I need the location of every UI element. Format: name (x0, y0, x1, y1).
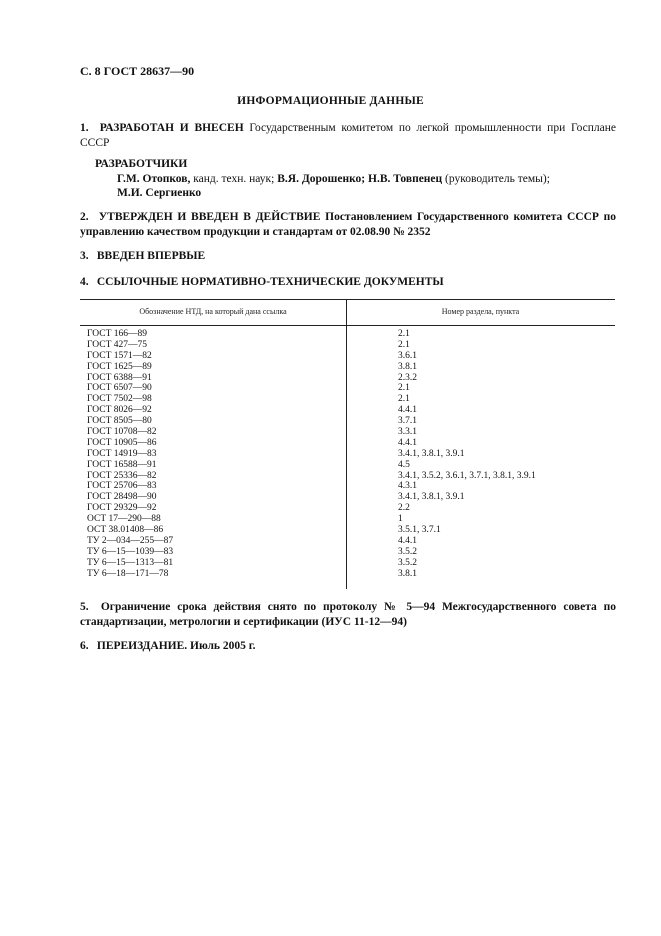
table-row-doc: ГОСТ 25706—83 (87, 481, 157, 492)
page-header: С. 8 ГОСТ 28637—90 (80, 64, 195, 78)
item-2-heading: УТВЕРЖДЕН И ВВЕДЕН В ДЕЙСТВИЕ (98, 211, 321, 223)
table-row-doc: ГОСТ 29329—92 (87, 503, 157, 514)
developer-1-name: Г.М. Отопков, (117, 173, 191, 185)
table-row-ref: 2.1 (398, 329, 410, 339)
item-4 (80, 275, 616, 290)
table-row-doc: ТУ 6—15—1039—83 (87, 546, 174, 557)
table-row-doc: ТУ 6—15—1313—81 (87, 557, 174, 568)
table-row-ref: 2.2 (398, 503, 410, 514)
table-column-divider (346, 299, 347, 589)
table-row-ref: 4.3.1 (398, 481, 417, 492)
table-row-ref: 3.5.1, 3.7.1 (398, 525, 441, 536)
table-row-ref: 3.8.1 (398, 568, 417, 579)
item-1-heading: РАЗРАБОТАН И ВНЕСЕН (99, 122, 244, 134)
table-row-ref: 2.1 (398, 394, 410, 405)
table-row-ref: 4.5 (398, 459, 410, 470)
table-row-doc: ГОСТ 25336—82 (87, 470, 157, 481)
table-doc-column (87, 329, 173, 579)
table-row-doc: ОСТ 17—290—88 (87, 514, 161, 525)
table-row-ref: 3.4.1, 3.5.2, 3.6.1, 3.7.1, 3.8.1, 3.9.1 (398, 470, 536, 481)
table-row-doc: ГОСТ 7502—98 (87, 394, 152, 405)
item-3-text: ВВЕДЕН ВПЕРВЫЕ (96, 250, 206, 262)
table-col2-header: Номер раздела, пункта (441, 307, 520, 316)
table-ref-column (398, 329, 536, 579)
developer-2-note: (руководитель темы); (442, 173, 550, 185)
table-row-doc: ГОСТ 10708—82 (87, 427, 157, 438)
table-header-border (80, 325, 615, 326)
table-row-doc: ТУ 2—034—255—87 (87, 535, 174, 546)
table-row-doc: ГОСТ 1571—82 (87, 350, 152, 361)
item-5-text: Ограничение срока действия снято по протоколу № 5—94 Межгосударственного совета по стандартизации, метрологии и сертификации (ИУС 11-12—94) (80, 601, 617, 628)
table-col1-header: Обозначение НТД, на который дана ссылка (139, 307, 287, 316)
developer-3-name: М.И. Сергиенко (117, 187, 202, 199)
table-row-doc: ГОСТ 166—89 (87, 329, 147, 339)
table-row-doc: ГОСТ 6388—91 (87, 372, 152, 383)
section-title: ИНФОРМАЦИОННЫЕ ДАННЫЕ (237, 95, 424, 107)
table-row-ref: 2.3.2 (398, 372, 417, 383)
item-4-number: 4. (80, 276, 89, 288)
table-row-doc: ГОСТ 1625—89 (87, 361, 152, 372)
table-row-ref: 3.5.2 (398, 546, 417, 557)
table-row-ref: 3.4.1, 3.8.1, 3.9.1 (398, 492, 465, 503)
table-row-ref: 3.7.1 (398, 416, 417, 427)
item-5-number: 5. (80, 601, 89, 613)
table-row-doc: ГОСТ 14919—83 (87, 448, 157, 459)
table-top-border (80, 299, 615, 300)
table-row-ref: 3.3.1 (398, 427, 417, 438)
table-row-ref: 4.4.1 (398, 437, 417, 448)
developers-line-1 (117, 172, 550, 187)
item-2-number: 2. (80, 211, 89, 223)
item-3-number: 3. (80, 250, 89, 262)
item-1-number: 1. (80, 122, 89, 134)
item-1-text: Государственным комитетом по легкой промышленности при Госплане СССР (80, 122, 616, 149)
table-row-ref: 3.6.1 (398, 350, 417, 361)
developer-2-name: В.Я. Дорошенко; Н.В. Товпенец (277, 173, 443, 185)
table-row-ref: 1 (398, 514, 403, 525)
table-row-ref: 4.4.1 (398, 405, 417, 416)
item-6 (80, 639, 616, 654)
table-row-ref: 2.1 (398, 339, 410, 350)
developer-1-note: канд. техн. наук; (190, 173, 278, 185)
item-4-text: ССЫЛОЧНЫЕ НОРМАТИВНО-ТЕХНИЧЕСКИЕ ДОКУМЕНТЫ (96, 276, 444, 288)
table-row-ref: 3.5.2 (398, 557, 417, 568)
item-6-number: 6. (80, 640, 89, 652)
developers-heading: РАЗРАБОТЧИКИ (95, 158, 188, 170)
item-5 (80, 600, 616, 630)
table-row-doc: ГОСТ 6507—90 (87, 383, 152, 394)
table-row-ref: 3.8.1 (398, 361, 417, 372)
table-row-doc: ГОСТ 427—75 (87, 339, 147, 350)
table-row-doc: ГОСТ 8026—92 (87, 405, 152, 416)
developers-line-2 (117, 186, 201, 201)
table-row-ref: 4.4.1 (398, 535, 417, 546)
item-1 (80, 121, 616, 151)
table-row-doc: ОСТ 38.01408—86 (87, 525, 164, 536)
table-row-doc: ГОСТ 10905—86 (87, 437, 157, 448)
item-3 (80, 249, 616, 264)
table-row-ref: 3.4.1, 3.8.1, 3.9.1 (398, 448, 465, 459)
table-row-doc: ТУ 6—18—171—78 (87, 568, 169, 579)
item-6-text: ПЕРЕИЗДАНИЕ. Июль 2005 г. (96, 640, 256, 652)
table-row-doc: ГОСТ 16588—91 (87, 459, 157, 470)
item-2-text: Постановлением Государственного комитета СССР по управлению качеством продукции и стандартам от 02.08.90 № 2352 (80, 211, 616, 238)
table-row-doc: ГОСТ 8505—80 (87, 416, 152, 427)
table-row-ref: 2.1 (398, 383, 410, 394)
item-2 (80, 210, 616, 240)
table-row-doc: ГОСТ 28498—90 (87, 492, 157, 503)
